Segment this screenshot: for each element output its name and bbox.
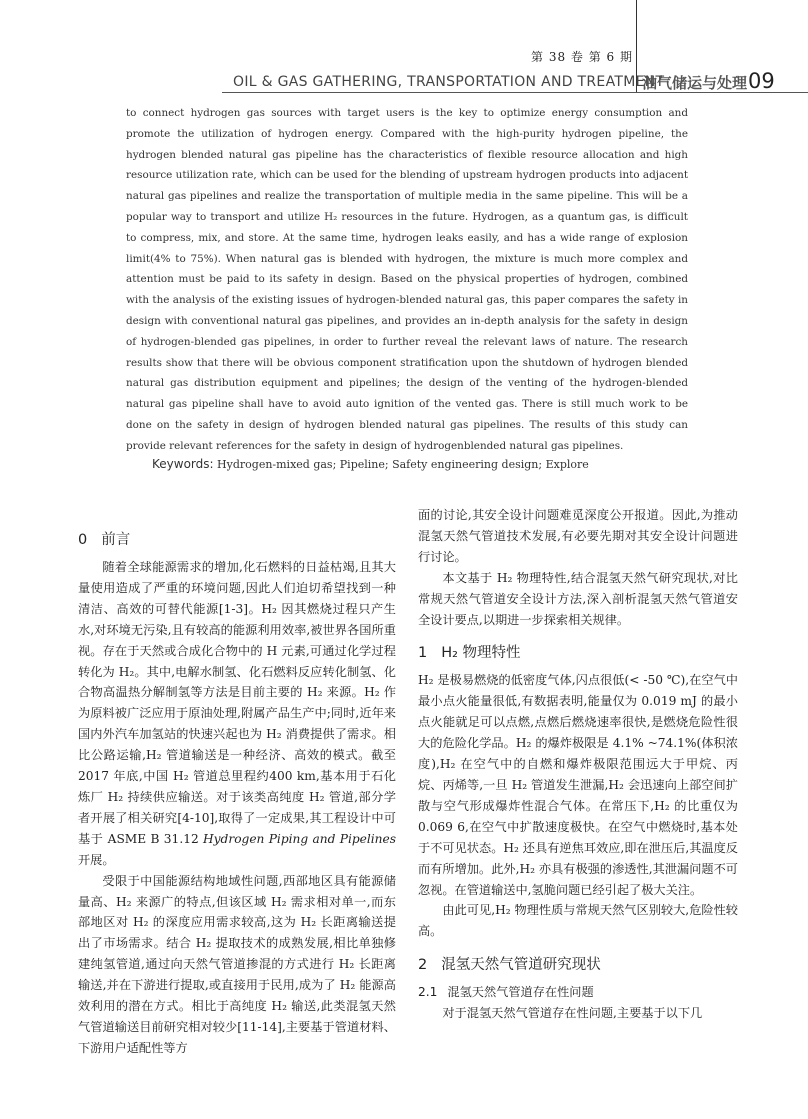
paragraph-text: 随着全球能源需求的增加,化石燃料的日益枯竭,且其大量使用造成了严重的环境问题,因此人们迫切希望找到一种清洁、高效的可替代能源[1-3]。H₂ 因其燃烧过程只产生水,对环境无污染,且有较高的能源利用效率,被世界各国所重视。存在于天然或合成化合物中的 H 元素,可通过化学过程转化为 H₂。其中,电解水制氢、化石燃料反应转化制氢、化合物高温热分解制氢等方法是目前主要的 H₂ 来源。H₂ 作为原料被广泛应用于原油处理,附属产品生产中;同时,近年来国内外汽车加氢站的快速兴起也为 H₂ 消费提供了需求。相比公路运输,H₂ 管道输送是一种经济、高效的模式。截至 2017 年底,中国 H₂ 管道总里程约400 km,基本用于石化炼厂 H₂ 持续供应输送。对于该类高纯度 H₂ 管道,部分学者开展了相关研究[4-10],取得了一定成果,其工程设计中可基于 ASME B 31.12 <box>78 560 396 846</box>
page-number: 09 <box>748 69 775 93</box>
section-0-heading <box>78 529 396 551</box>
journal-title-en: OIL & GAS GATHERING, TRANSPORTATION AND TREATMENT <box>233 74 665 90</box>
section-number: 2 <box>418 957 428 974</box>
section-2-heading <box>418 954 738 976</box>
section-title: H₂ 物理特性 <box>441 645 521 662</box>
subsection-2-1-heading <box>418 982 738 1003</box>
section-1-heading <box>418 642 738 664</box>
volume-issue: 第 38 卷 第 6 期 <box>531 50 633 64</box>
paragraph-text: 开展。 <box>78 852 115 867</box>
subsection-title: 混氢天然气管道存在性问题 <box>447 985 594 1000</box>
subsection-number: 2.1 <box>418 985 438 1000</box>
page-header <box>0 0 808 100</box>
keywords-label: Keywords: <box>152 457 214 471</box>
paragraph: 受限于中国能源结构地域性问题,西部地区具有能源储量高、H₂ 来源广的特点,但该区域 H₂ 需求相对单一,而东部地区对 H₂ 的深度应用需求较高,这为 H₂ 长距离输送提出了市场需求。结合 H₂ 提取技术的成熟发展,相比单独修建纯氢管道,通过向天然气管道掺混的方式进行 H₂ 长距离输送,并在下游进行提取,或直接用于民用,成为了 H₂ 能源高效利用的潜在方式。相比于高纯度 H₂ 输送,此类混氢天然气管道输送目前研究相对较少[11-14],主要基于管道材料、下游用户适配性等方 <box>78 873 396 1055</box>
section-number: 1 <box>418 645 428 662</box>
paragraph: H₂ 是极易燃烧的低密度气体,闪点很低(< -50 ℃),在空气中最小点火能量很低,有数据表明,能量仅为 0.019 mJ 的最小点火能就足可以点燃,点燃后燃烧速率很快,是燃烧危险性很大的危险化学品。H₂ 的爆炸极限是 4.1% ~74.1%(体积浓度),H₂ 在空气中的自燃和爆炸极限范围远大于甲烷、丙烷、丙烯等,一旦 H₂ 管道发生泄漏,H₂ 会迅速向上部空间扩散与空气形成爆炸性混合气体。在常压下,H₂ 的比重仅为 0.069 6,在空气中扩散速度极快。在空气中燃烧时,基本处于不可见状态。H₂ 还具有逆焦耳效应,即在泄压后,其温度反而有所增加。此外,H₂ 亦具有极强的渗透性,其泄漏问题不可忽视。在管道输送中,氢脆问题已经引起了极大关注。 <box>418 673 738 897</box>
section-title: 前言 <box>101 532 131 548</box>
paragraph: 由此可见,H₂ 物理性质与常规天然气区别较大,危险性较高。 <box>418 903 738 939</box>
journal-title-cn: 油气储运与处理 <box>642 74 748 92</box>
paragraph <box>78 557 396 871</box>
section-title: 混氢天然气管道研究现状 <box>441 957 601 974</box>
abstract-text: to connect hydrogen gas sources with target users is the key to optimize energy consumption and promote the utilization of hydrogen energy. Compared with the high-purity hydrogen pipeline, the hydrogen blended natural gas pipeline has the characteristics of flexible resource allocation and high resource utilization rate, which can be used for the blending of upstream hydrogen products into adjacent natural gas pipelines and realize the transportation of multiple media in the same pipeline. This will be a popular way to transport and utilize H₂ resources in the future. Hydrogen, as a quantum gas, is difficult to compress, mix, and store. At the same time, hydrogen leaks easily, and has a wide range of explosion limit(4% to 75%). When natural gas is blended with hydrogen, the mixture is much more complex and attention must be paid to its safety in design. Based on the physical properties of hydrogen, combined with the analysis of the existing issues of hydrogen-blended natural gas, this paper compares the safety in design with conventional natural gas pipelines, and provides an in-depth analysis for the safety in design of hydrogen-blended gas pipelines, in order to further reveal the relevant laws of nature. The research results show that there will be obvious component stratification upon the shutdown of hydrogen blended natural gas distribution equipment and pipelines; the design of the venting of the hydrogen-blended natural gas pipeline shall have to avoid auto ignition of the vented gas. There is still much work to be done on the safety in design of hydrogen blended natural gas pipelines. The results of this study can provide relevant references for the safety in design of hydrogenblended natural gas pipelines. <box>126 107 688 452</box>
right-column <box>418 505 738 1024</box>
paragraph: 对于混氢天然气管道存在性问题,主要基于以下几 <box>442 1006 703 1021</box>
paragraph-italic-title: Hydrogen Piping and Pipelines <box>203 831 396 846</box>
keywords-line <box>152 457 589 471</box>
paragraph: 本文基于 H₂ 物理特性,结合混氢天然气研究现状,对比常规天然气管道安全设计方法,深入剖析混氢天然气管道安全设计要点,以期进一步探索相关规律。 <box>418 570 738 627</box>
keywords-list: Hydrogen-mixed gas; Pipeline; Safety engineering design; Explore <box>217 458 589 471</box>
section-number: 0 <box>78 532 88 548</box>
paragraph: 面的讨论,其安全设计问题难觅深度公开报道。因此,为推动混氢天然气管道技术发展,有必要先期对其安全设计问题进行讨论。 <box>418 508 738 564</box>
left-column <box>78 525 396 1059</box>
